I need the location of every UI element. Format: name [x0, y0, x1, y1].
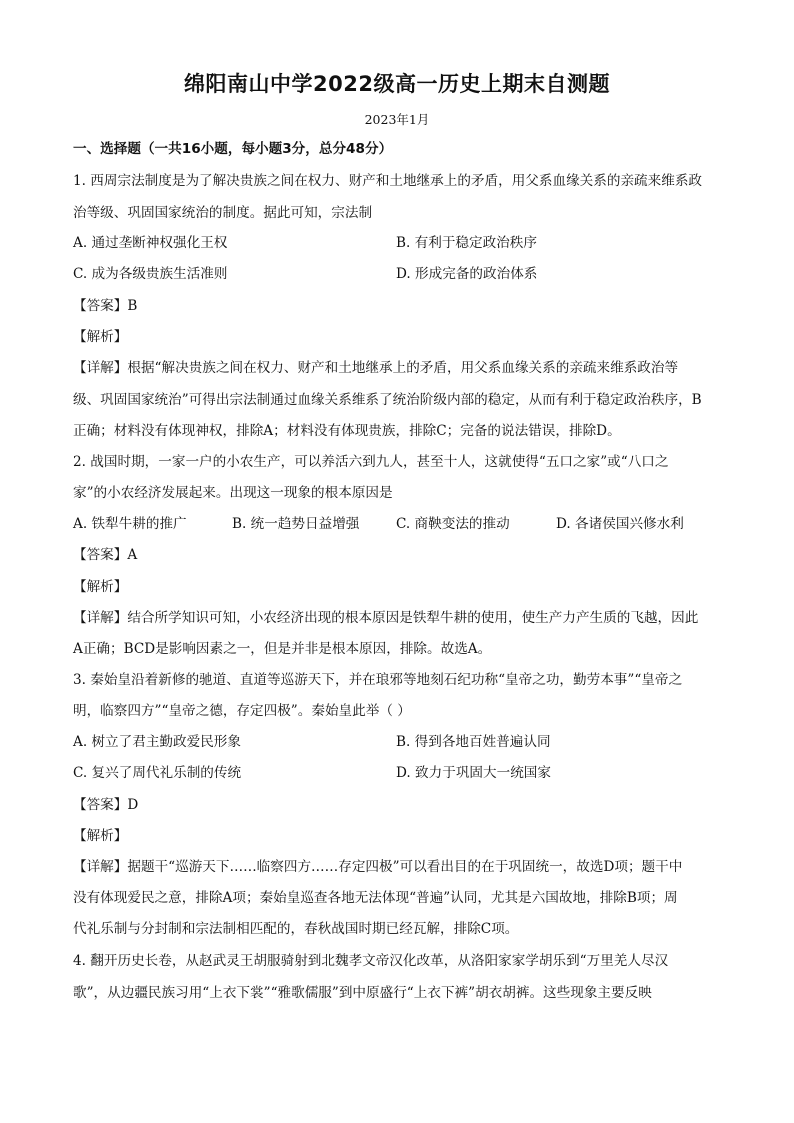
q3-stem-line-2: 明，临察四方”“皇帝之德，存定四极”。秦始皇此举（ ） [73, 703, 411, 719]
document-date: 2023年1月 [364, 112, 430, 127]
q4-stem-line-2: 歌”，从边疆民族习用“上衣下裳”“雅歌儒服”到中原盛行“上衣下裤”胡衣胡裤。这些现象主要反映 [73, 985, 652, 1001]
q2-option-a: A. 铁犁牛耕的推广 [73, 516, 187, 532]
q2-option-b: B. 统一趋势日益增强 [232, 516, 360, 532]
q1-option-a: A. 通过垄断神权强化王权 [73, 235, 228, 251]
q1-detail-line-1: 【详解】根据“解决贵族之间在权力、财产和土地继承上的矛盾，用父系血缘关系的亲疏来维系政治等 [73, 360, 679, 376]
q3-option-c: C. 复兴了周代礼乐制的传统 [73, 765, 242, 781]
q1-option-b: B. 有利于稳定政治秩序 [396, 235, 537, 251]
q3-detail-line-3: 代礼乐制与分封制和宗法制相匹配的，春秋战国时期已经瓦解，排除C项。 [73, 921, 519, 937]
q2-answer: 【答案】A [73, 547, 138, 563]
q2-analysis-label: 【解析】 [73, 579, 128, 595]
q1-analysis-label: 【解析】 [73, 329, 128, 345]
q3-analysis-label: 【解析】 [73, 828, 128, 844]
q2-option-c: C. 商鞅变法的推动 [396, 516, 510, 532]
q2-stem-line-2: 家”的小农经济发展起来。出现这一现象的根本原因是 [73, 485, 393, 501]
document-title: 绵阳南山中学2022级高一历史上期末自测题 [184, 72, 610, 96]
q1-stem-line-2: 治等级、巩固国家统治的制度。据此可知，宗法制 [73, 205, 373, 221]
q1-detail-line-2: 级、巩固国家统治”可得出宗法制通过血缘关系维系了统治阶级内部的稳定，从而有利于稳定政治秩序，B [73, 392, 702, 408]
q1-answer: 【答案】B [73, 298, 138, 314]
q1-stem-line-1: 1. 西周宗法制度是为了解决贵族之间在权力、财产和土地继承上的矛盾，用父系血缘关系的亲疏来维系政 [73, 173, 703, 189]
q2-detail-line-1: 【详解】结合所学知识可知，小农经济出现的根本原因是铁犁牛耕的使用，使生产力产生质的飞越，因此 [73, 610, 699, 626]
q3-answer: 【答案】D [73, 797, 139, 813]
q3-option-b: B. 得到各地百姓普遍认同 [396, 734, 551, 750]
section-heading: 一、选择题（一共16小题，每小题3分，总分48分） [73, 141, 393, 157]
q1-option-c: C. 成为各级贵族生活准则 [73, 266, 228, 282]
q2-stem-line-1: 2. 战国时期，一家一户的小农生产，可以养活六到九人，甚至十人，这就使得“五口之家”或“八口之 [73, 454, 669, 470]
q3-option-a: A. 树立了君主勤政爱民形象 [73, 734, 241, 750]
q3-option-d: D. 致力于巩固大一统国家 [396, 765, 551, 781]
q3-detail-line-2: 没有体现爱民之意，排除A项；秦始皇巡查各地无法体现“普遍”认同，尤其是六国故地，排除B项；周 [73, 890, 678, 906]
q1-option-d: D. 形成完备的政治体系 [396, 266, 538, 282]
q3-detail-line-1: 【详解】据题干“巡游天下……临察四方……存定四极”可以看出目的在于巩固统一，故选D项；题干中 [73, 859, 683, 875]
q3-stem-line-1: 3. 秦始皇沿着新修的驰道、直道等巡游天下，并在琅邪等地刻石纪功称“皇帝之功，勤劳本事”“皇帝之 [73, 672, 683, 688]
q2-option-d: D. 各诸侯国兴修水利 [556, 516, 684, 532]
q4-stem-line-1: 4. 翻开历史长卷，从赵武灵王胡服骑射到北魏孝文帝汉化改革，从洛阳家家学胡乐到“万里羌人尽汉 [73, 953, 669, 969]
q1-detail-line-3: 正确；材料没有体现神权，排除A；材料没有体现贵族，排除C；完备的说法错误，排除D。 [73, 423, 621, 439]
q2-detail-line-2: A正确；BCD是影响因素之一，但是并非是根本原因，排除。故选A。 [73, 641, 492, 657]
